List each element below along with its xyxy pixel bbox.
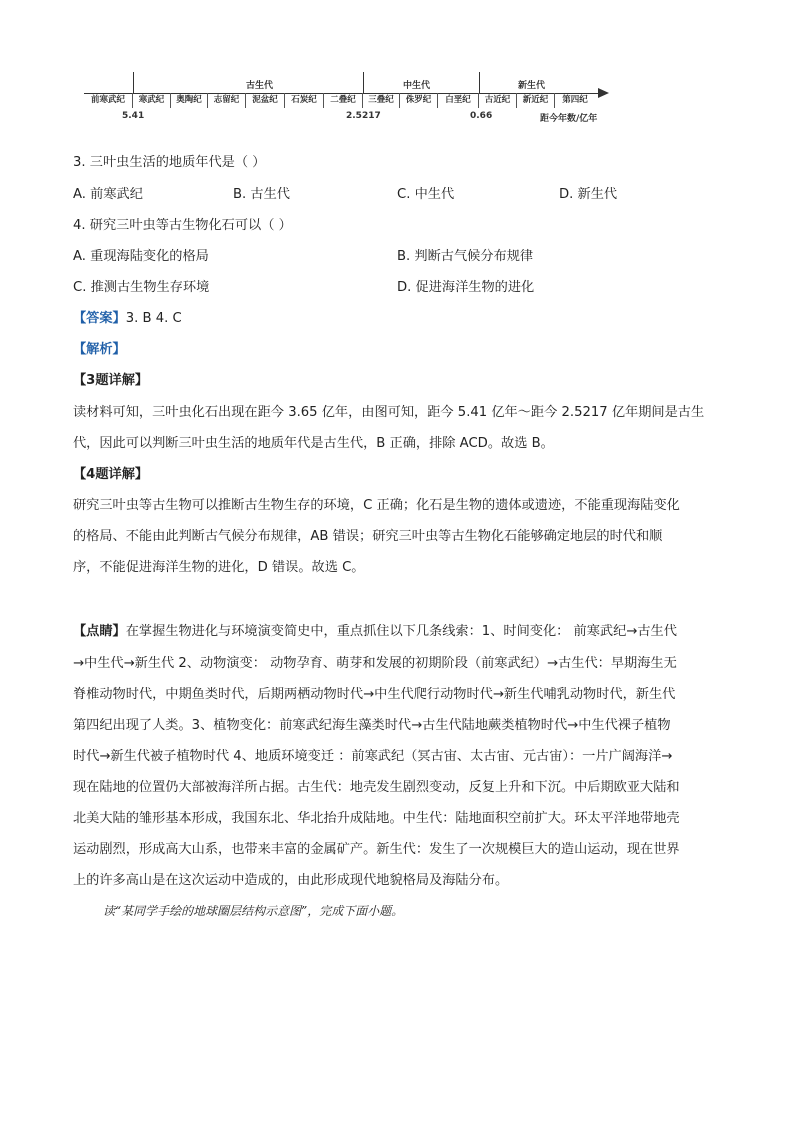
- analysis-label: 【解析】: [73, 342, 126, 357]
- detail-3-line: 代，因此可以判断三叶虫生活的地质年代是古生代，B 正确，排除 ACD。故选 B。: [73, 436, 554, 451]
- tick-label: 0.66: [470, 111, 493, 121]
- period-paleogene: 古近纪: [479, 93, 517, 108]
- q3-option-b: B. 古生代: [233, 187, 290, 202]
- period-quaternary: 第四纪: [562, 95, 588, 105]
- period-carboniferous: 石炭纪: [285, 93, 324, 108]
- geologic-timeline: [84, 72, 614, 128]
- period-cretaceous: 白垩纪: [438, 93, 479, 108]
- era-label-cenozoic: 新生代: [518, 81, 546, 91]
- period-cambrian: 寒武纪: [133, 93, 171, 108]
- period-triassic: 三叠纪: [363, 93, 400, 108]
- era-label-mesozoic: 中生代: [403, 81, 431, 91]
- period-ordovician: 奥陶纪: [171, 93, 208, 108]
- tick-label: 5.41: [122, 111, 145, 121]
- question-4-stem: 4. 研究三叶虫等古生物化石可以（ ）: [73, 218, 292, 233]
- period-precambrian: 前寒武纪: [84, 93, 133, 108]
- detail-3-heading: 【3题详解】: [73, 373, 149, 388]
- axis-arrow-icon: [598, 88, 609, 98]
- detail-4-line: 研究三叶虫等古生物可以推断古生物生存的环境，C 正确；化石是生物的遗体或遗迹，不能重现海陆变化: [73, 498, 680, 513]
- q4-option-b: B. 判断古气候分布规律: [397, 249, 534, 264]
- axis-unit-label: 距今年数/亿年: [540, 114, 598, 124]
- tip-label: 【点睛】: [73, 624, 126, 639]
- detail-4-heading: 【4题详解】: [73, 467, 149, 482]
- period-permian: 二叠纪: [324, 93, 363, 108]
- q4-option-a: A. 重现海陆变化的格局: [73, 249, 209, 264]
- tip-line: →中生代→新生代 2、动物演变： 动物孕育、萌芽和发展的初期阶段（前寒武纪）→古生代：早期海生无: [73, 656, 677, 671]
- next-question-prompt: 读“某同学手绘的地球圈层结构示意图”，完成下面小题。: [103, 904, 404, 918]
- answer-label: 【答案】: [73, 311, 126, 326]
- q3-option-c: C. 中生代: [397, 187, 455, 202]
- answer-text: 3. B 4. C: [125, 311, 182, 326]
- detail-3-line: 读材料可知，三叶虫化石出现在距今 3.65 亿年，由图可知，距今 5.41 亿年～距今 2.5217 亿年期间是古生: [73, 405, 705, 420]
- answer-line: [73, 307, 182, 326]
- period-neogene: 新近纪: [517, 93, 555, 108]
- era-divider: [133, 72, 134, 94]
- period-devonian: 泥盆纪: [246, 93, 285, 108]
- tip-line: 上的许多高山是在这次运动中造成的，由此形成现代地貌格局及海陆分布。: [73, 873, 509, 888]
- tip-line: 时代→新生代被子植物时代 4、地质环境变迁 ：前寒武纪（冥古宙、太古宙、元古宙）：一片广阔海洋→: [73, 749, 673, 764]
- question-3-stem: 3. 三叶虫生活的地质年代是（ ）: [73, 155, 266, 170]
- tip-line: 北美大陆的雏形基本形成，我国东北、华北抬升成陆地。中生代：陆地面积空前扩大。环太平洋地带地壳: [73, 811, 680, 826]
- tip-line: 运动剧烈，形成高大山系，也带来丰富的金属矿产。新生代：发生了一次规模巨大的造山运动，现在世界: [73, 842, 680, 857]
- tip-text: 在掌握生物进化与环境演变简史中，重点抓住以下几条线索：1、时间变化： 前寒武纪→古生代: [125, 624, 677, 639]
- tick-label: 2.5217: [346, 111, 381, 121]
- era-divider: [479, 72, 480, 94]
- q4-option-c: C. 推测古生物生存环境: [73, 280, 210, 295]
- q3-option-a: A. 前寒武纪: [73, 187, 143, 202]
- detail-4-line: 的格局、不能由此判断古气候分布规律，AB 错误；研究三叶虫等古生物化石能够确定地层的时代和顺: [73, 529, 663, 544]
- era-divider: [363, 72, 364, 94]
- tip-line: 现在陆地的位置仍大部被海洋所占据。古生代：地壳发生剧烈变动，反复上升和下沉。中后期欧亚大陆和: [73, 780, 680, 795]
- era-label-paleozoic: 古生代: [246, 81, 274, 91]
- tip-first-line: [73, 620, 677, 639]
- period-jurassic: 侏罗纪: [400, 93, 438, 108]
- q4-option-d: D. 促进海洋生物的进化: [397, 280, 535, 295]
- tip-line: 第四纪出现了人类。3、植物变化：前寒武纪海生藻类时代→古生代陆地蕨类植物时代→中生代裸子植物: [73, 718, 671, 733]
- analysis-heading: [73, 338, 126, 357]
- tip-line: 脊椎动物时代，中期鱼类时代，后期两栖动物时代→中生代爬行动物时代→新生代哺乳动物时代，新生代: [73, 687, 676, 702]
- detail-4-line: 序，不能促进海洋生物的进化，D 错误。故选 C。: [73, 560, 365, 575]
- q3-option-d: D. 新生代: [559, 187, 618, 202]
- period-silurian: 志留纪: [208, 93, 246, 108]
